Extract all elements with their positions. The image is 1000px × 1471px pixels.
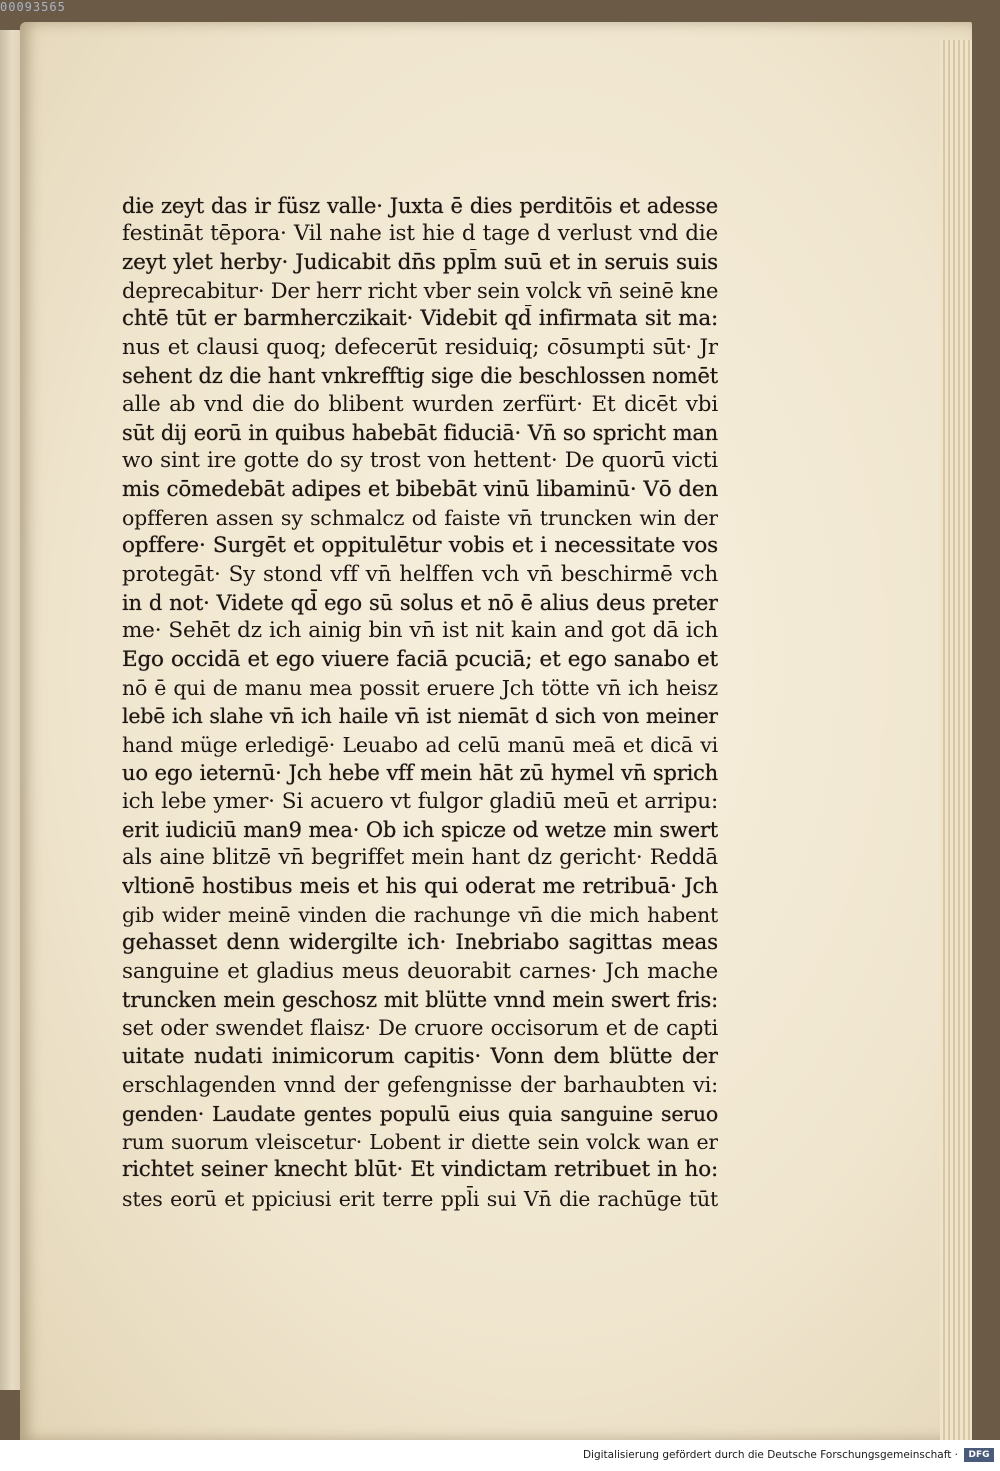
text-line: nus et clausi quoq; defecerūt residuiq; cōsumpti sūt· Jr (122, 334, 718, 360)
text-line: mis cōmedebāt adipes et bibebāt vinū libaminū· Vō den (122, 476, 718, 502)
text-line: uitate nudati inimicorum capitis· Vonn dem blütte der (122, 1043, 718, 1069)
text-line: hand müge erledigē· Leuabo ad celū manū meā et dicā vi (122, 732, 718, 757)
text-line: gib wider meinē vinden die rachunge vn̄ die mich habent (122, 902, 718, 927)
text-line: sehent dz die hant vnkrefftig sige die beschlossen nomēt (122, 364, 718, 389)
text-line: stes eorū et ppiciusi erit terre ppl̄i sui Vn̄ die rachūge tūt (122, 1186, 718, 1211)
text-line: festināt tēpora· Vil nahe ist hie d tage d verlust vnd die (122, 221, 718, 247)
text-line: wo sint ire gotte do sy trost von hettent· De quorū victi (122, 448, 718, 474)
text-line: zeyt ylet herby· Judicabit dn̄s ppl̄m suū et in seruis suis (122, 249, 718, 275)
text-line: erit iudiciū man9 mea· Ob ich spicze od wetze min swert (122, 817, 718, 842)
dfg-logo: DFG (964, 1448, 994, 1462)
text-line: me· Sehēt dz ich ainig bin vn̄ ist nit kain and got dā ich (122, 618, 718, 644)
scan-corner-id: 00093565 (0, 0, 66, 14)
text-line: chtē tūt er barmherczikait· Videbit qd̄ infirmata sit ma: (122, 306, 718, 332)
printed-text-block (122, 192, 718, 1213)
text-line: erschlagenden vnnd der gefengnisse der barhaubten vi: (122, 1073, 718, 1098)
text-line: lebē ich slahe vn̄ ich haile vn̄ ist niemāt d sich von meiner (122, 704, 718, 729)
text-line: als aine blitzē vn̄ begriffet mein hant dz gericht· Reddā (122, 845, 718, 871)
text-line: genden· Laudate gentes populū eius quia sanguine seruo (122, 1101, 718, 1126)
text-line: protegāt· Sy stond vff vn̄ helffen vch vn̄ beschirmē vch (122, 561, 718, 587)
text-line: Ego occidā et ego viuere faciā pcuciā; et ego sanabo et (122, 646, 718, 672)
footer-credit: Digitalisierung gefördert durch die Deutsche Forschungsgemeinschaft · (582, 1449, 958, 1461)
text-line: sūt dij eorū in quibus habebāt fiduciā· Vn̄ so spricht man (122, 420, 718, 445)
text-line: richtet seiner knecht blūt· Et vindictam retribuet in ho: (122, 1157, 718, 1183)
text-line: in d not· Videte qd̄ ego sū solus et nō ē alius deus preter (122, 591, 718, 616)
text-line: vltionē hostibus meis et his qui oderat me retribuā· Jch (122, 873, 718, 899)
text-line: sanguine et gladius meus deuorabit carnes· Jch mache (122, 958, 718, 984)
text-line: rum suorum vleiscetur· Lobent ir diette sein volck wan er (122, 1129, 718, 1154)
text-line: alle ab vnd die do blibent wurden zerfürt· Et dicēt vbi (122, 391, 718, 417)
page-stack-edge (940, 40, 972, 1440)
text-line: die zeyt das ir füsz valle· Juxta ē dies perditōis et adesse (122, 194, 718, 218)
text-line: opffere· Surgēt et oppitulētur vobis et i necessitate vos (122, 533, 718, 559)
text-line: set oder swendet flaisz· De cruore occisorum et de capti (122, 1016, 718, 1041)
text-line: truncken mein geschosz mit blütte vnnd mein swert fris: (122, 988, 718, 1013)
text-line: uo ego ieternū· Jch hebe vff mein hāt zū hymel vn̄ sprich (122, 761, 718, 786)
digitization-footer (0, 1440, 1000, 1471)
text-line: deprecabitur· Der herr richt vber sein volck vn̄ seinē kne (122, 279, 718, 304)
text-line: opfferen assen sy schmalcz od faiste vn̄ truncken win der (122, 505, 718, 530)
text-line: nō ē qui de manu mea possit eruere Jch tötte vn̄ ich heisz (122, 676, 718, 701)
text-line: ich lebe ymer· Si acuero vt fulgor gladiū meū et arripu: (122, 788, 718, 814)
text-line: gehasset denn widergilte ich· Inebriabo sagittas meas (122, 930, 718, 956)
